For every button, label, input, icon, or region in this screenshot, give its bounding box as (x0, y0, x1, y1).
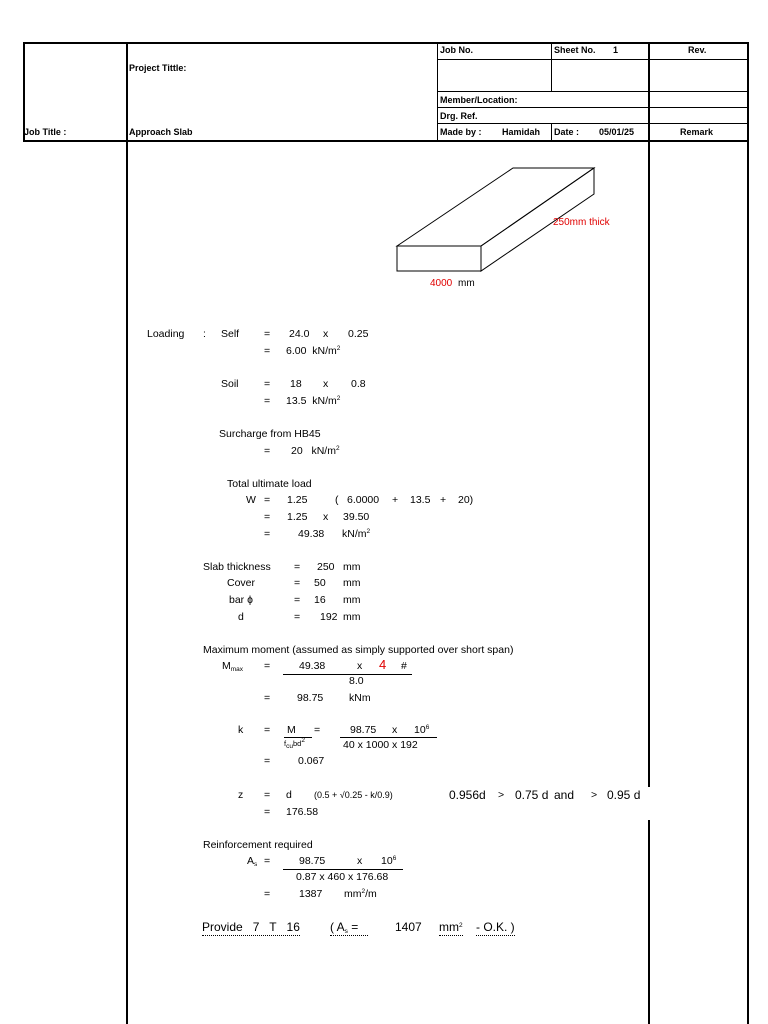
as-label (247, 855, 257, 867)
as-numer-a: 98.75 (299, 855, 326, 867)
slab-thickness-eq: = (294, 561, 301, 573)
z-gt-2: > (591, 789, 598, 801)
z-formula: (0.5 + √0.25 - k/0.9) (314, 790, 393, 800)
provide-as: ( $A_s$ = (330, 920, 368, 936)
total-label: Total ultimate load (227, 478, 312, 490)
w-plus-2: + (440, 494, 447, 506)
k-label: k (238, 724, 244, 736)
loading-label: Loading (147, 328, 185, 340)
as-exp: 6 (392, 855, 397, 862)
w-plus-1: + (392, 494, 399, 506)
length-unit: mm (458, 278, 475, 289)
surcharge-label: Surcharge from HB45 (219, 428, 321, 440)
cover-unit: mm (343, 577, 361, 589)
surcharge-result: 20 $kN/m^2$ (291, 445, 340, 457)
provide-t: T (269, 920, 277, 934)
m-numer-b: 4 (379, 657, 387, 672)
z-and: and (554, 788, 575, 802)
w-eq-3: = (264, 528, 271, 540)
header-rule-3 (437, 107, 749, 108)
m-times: x (357, 660, 363, 672)
self-a: 24.0 (289, 328, 310, 340)
slab-thickness-label: Slab thickness (203, 561, 271, 573)
soil-unit: kN/m (312, 395, 337, 407)
column-rule-3b (551, 124, 552, 141)
k-eq-3: = (264, 755, 271, 767)
sheet-no-value: 1 (613, 45, 619, 55)
made-by-value: Hamidah (502, 127, 541, 137)
as-times: x (357, 855, 363, 867)
z-cond-1: 0.75 d (515, 788, 549, 802)
column-rule-4b (648, 820, 650, 1024)
k-bd: bd (292, 739, 302, 748)
provide-bar-text (202, 920, 300, 936)
z-label: z (238, 789, 244, 801)
as-result: 1387 (299, 888, 323, 900)
self-eq-2: = (264, 345, 271, 357)
z-d: d (286, 789, 292, 801)
provide-unit-text: mm (439, 920, 459, 934)
surcharge-unit: kN/m (311, 445, 336, 457)
self-label: Self (221, 328, 240, 340)
loading-colon: : (203, 328, 206, 340)
self-eq: = (264, 328, 271, 340)
m-letter: M (222, 660, 231, 672)
job-title-label: Job Title : (24, 127, 67, 137)
as-ten: 10 (381, 855, 393, 867)
d-unit: mm (343, 611, 361, 623)
provide-word: Provide (202, 920, 243, 934)
m-hash: # (401, 660, 407, 672)
w-unit-text: kN/m (342, 528, 367, 540)
as-eq: = (264, 855, 271, 867)
as-sub: s (254, 861, 258, 868)
date-label: Date : (554, 127, 580, 137)
as-denom: 0.87 x 460 x 176.68 (296, 871, 389, 883)
self-result-value: 6.00 (286, 345, 307, 357)
border-right (747, 42, 749, 1024)
slab-front-face (397, 246, 481, 271)
soil-a: 18 (290, 378, 302, 390)
w-eq-2: = (264, 511, 271, 523)
k-numer-b (414, 724, 429, 736)
as-unit-per-m: /m (365, 888, 377, 900)
rev-label: Rev. (688, 45, 707, 55)
cover-eq: = (294, 577, 301, 589)
provide-num: 7 (252, 920, 260, 934)
soil-eq-2: = (264, 395, 271, 407)
k-fcu-bd2: $f_{cu}bd^2$ (284, 737, 305, 750)
bar-value: 16 (314, 594, 326, 606)
sheet-no-label: Sheet No. (554, 45, 596, 55)
m-sub: max (230, 666, 244, 673)
slab-thickness-value: 250 (317, 561, 335, 573)
k-eq-2: = (314, 724, 321, 736)
provide-ok: - O.K. ) (476, 920, 515, 934)
w-eq: = (264, 494, 271, 506)
m-fraction-bar (283, 674, 412, 675)
as-eq-2: = (264, 888, 271, 900)
k-fcu: f (284, 739, 287, 748)
z-eq-2: = (264, 806, 271, 818)
soil-eq: = (264, 378, 271, 390)
cover-value: 50 (314, 577, 326, 589)
k-fraction-bar-2 (340, 737, 437, 738)
m-numer-a: 49.38 (299, 660, 326, 672)
moment-heading: Maximum moment (assumed as simply supported over short span) (203, 644, 514, 656)
slab-thickness-unit: mm (343, 561, 361, 573)
z-gt-1: > (498, 789, 505, 801)
bar-eq: = (294, 594, 301, 606)
z-result-d: 0.956d (449, 788, 486, 802)
as-unit: $mm^2/m$ (344, 888, 377, 900)
as-numer-b (381, 855, 396, 867)
remark-label: Remark (680, 127, 714, 137)
w-term-1: 6.0000 (347, 494, 380, 506)
z-result: 176.58 (286, 806, 319, 818)
w-unit: $kN/m^2$ (342, 528, 371, 540)
w-result: 49.38 (298, 528, 325, 540)
member-location-label: Member/Location: (440, 95, 518, 105)
provide-area: 1407 (395, 920, 422, 934)
m-denom: 8.0 (349, 675, 364, 687)
header-rule-4 (437, 123, 749, 124)
border-top (23, 42, 749, 44)
w-open: ( (335, 494, 339, 506)
provide-as-open: ( A (330, 920, 345, 934)
soil-label: Soil (221, 378, 239, 390)
thickness-label: 250mm thick (553, 217, 610, 228)
job-title-value: Approach Slab (129, 127, 193, 137)
border-header-bottom (23, 140, 749, 142)
k-denom: 40 x 1000 x 192 (343, 739, 418, 751)
soil-result-value: 13.5 (286, 395, 307, 407)
project-title-label: Project Tittle: (129, 63, 187, 73)
drg-ref-label: Drg. Ref. (440, 111, 478, 121)
k-fraction-bar-1 (284, 737, 312, 738)
provide-unit: $mm^2$ (439, 920, 463, 934)
w-term-3: 20) (458, 494, 474, 506)
k-numer-a: 98.75 (350, 724, 377, 736)
d-value: 192 (320, 611, 338, 623)
w-label: W (246, 494, 256, 506)
column-rule-3 (551, 42, 552, 92)
made-by-label: Made by : (440, 127, 482, 137)
k-ten: 10 (414, 724, 426, 736)
k-fcu-sub: cu (286, 743, 293, 750)
w-term-2: 13.5 (410, 494, 431, 506)
as-unit-mm: mm (344, 888, 362, 900)
soil-b: 0.8 (351, 378, 366, 390)
header-rule-2 (437, 91, 749, 92)
d-label: d (238, 611, 244, 623)
header-rule-1 (437, 59, 749, 60)
self-unit: kN/m (312, 345, 337, 357)
cover-label: Cover (227, 577, 256, 589)
k-times: x (392, 724, 398, 736)
as-a: A (247, 855, 255, 867)
z-cond-2: 0.95 d (607, 788, 641, 802)
m-max-label (222, 660, 243, 672)
provide-dia: 16 (286, 920, 300, 934)
date-value: 05/01/25 (599, 127, 635, 137)
reinforcement-heading: Reinforcement required (203, 839, 313, 851)
surcharge-value: 20 (291, 445, 303, 457)
self-times: x (323, 328, 329, 340)
column-rule-1 (126, 42, 128, 1024)
m-result: 98.75 (297, 692, 324, 704)
soil-result: 13.5 $kN/m^2$ (286, 395, 341, 407)
k-m: M (287, 724, 296, 736)
z-eq: = (264, 789, 271, 801)
slab-top-face (397, 168, 594, 246)
k-eq: = (264, 724, 271, 736)
m-eq: = (264, 660, 271, 672)
w-sum: 39.50 (343, 511, 370, 523)
as-fraction-bar (283, 869, 403, 870)
self-b: 0.25 (348, 328, 369, 340)
k-exp: 6 (425, 724, 430, 731)
w-times: x (323, 511, 329, 523)
m-eq-2: = (264, 692, 271, 704)
surcharge-eq: = (264, 445, 271, 457)
k-result: 0.067 (298, 755, 325, 767)
bar-unit: mm (343, 594, 361, 606)
m-unit: kNm (349, 692, 371, 704)
w-factor-2: 1.25 (287, 511, 308, 523)
self-result: 6.00 $kN/m^2$ (286, 345, 341, 357)
soil-times: x (323, 378, 329, 390)
length-value: 4000 (430, 278, 453, 289)
column-rule-4 (648, 42, 650, 787)
d-eq: = (294, 611, 301, 623)
w-factor: 1.25 (287, 494, 308, 506)
job-no-label: Job No. (440, 45, 473, 55)
provide-as-eq: = (351, 920, 359, 934)
bar-label: bar ɸ (229, 594, 253, 606)
